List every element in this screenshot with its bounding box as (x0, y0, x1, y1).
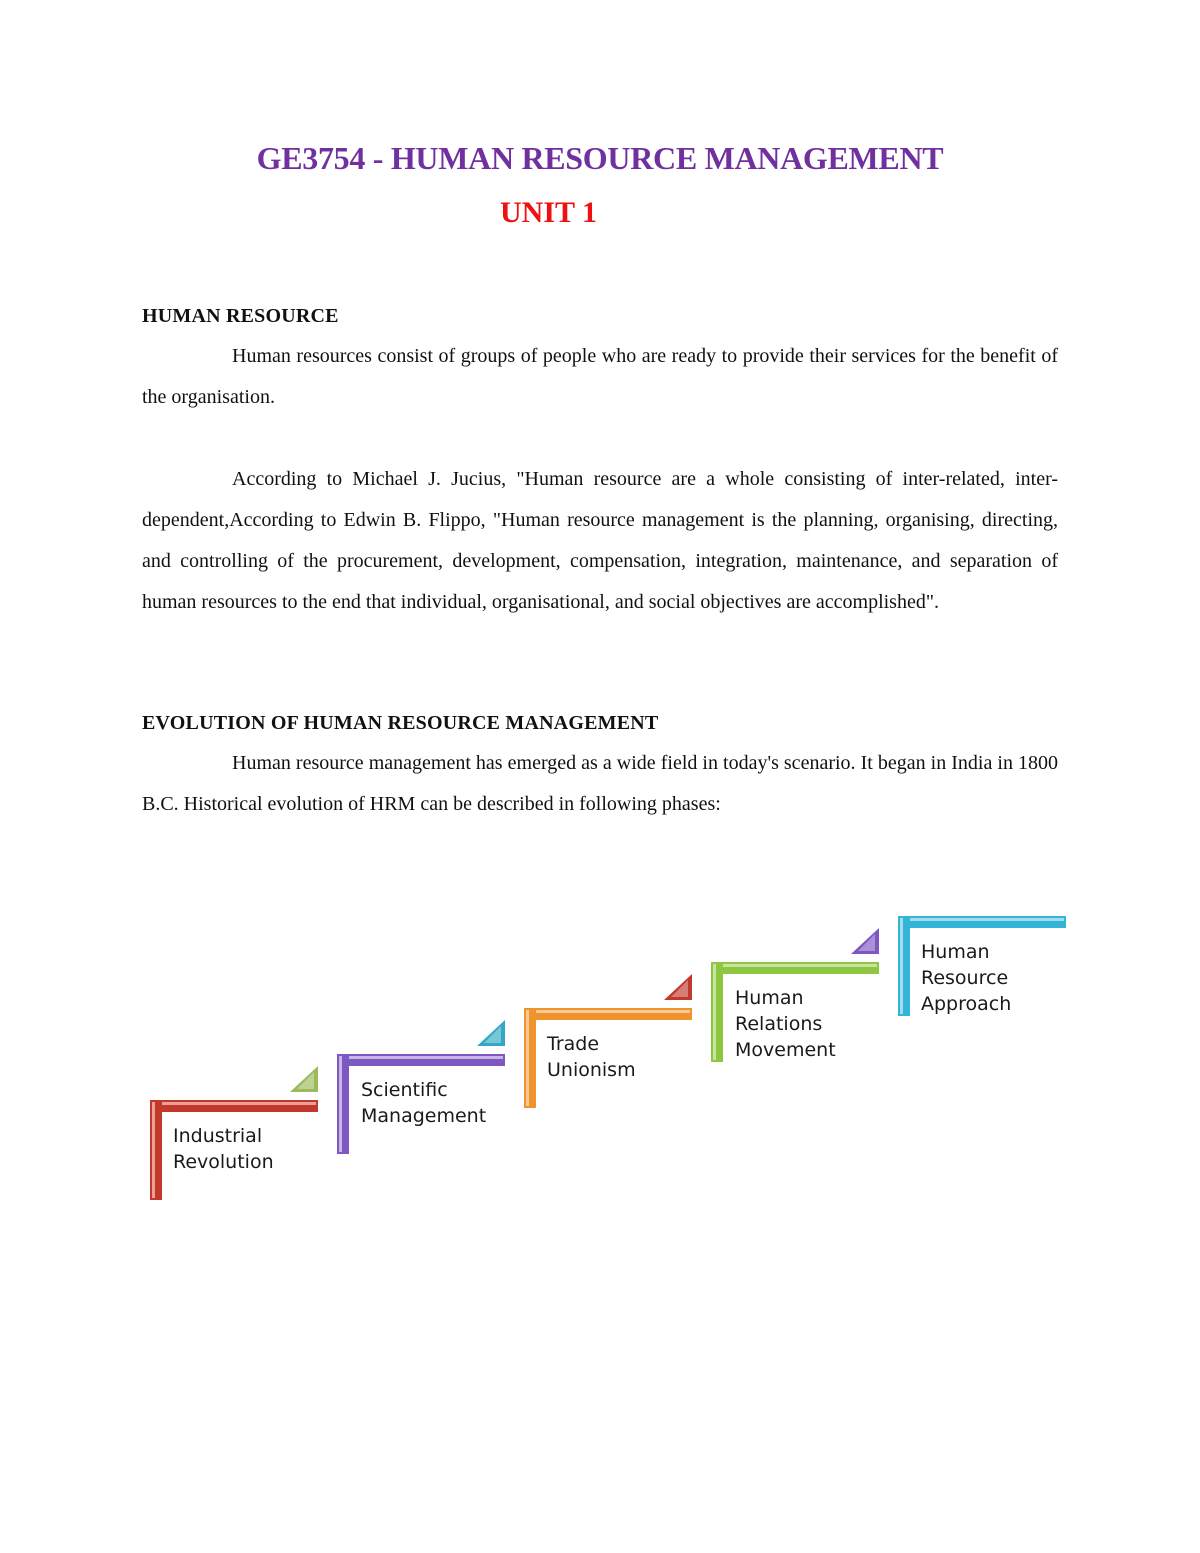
paragraph-hr-definition: Human resources consist of groups of people who are ready to provide their services for the benefit of the organisation. (142, 345, 1058, 408)
step-3-leg-highlight (526, 1010, 529, 1106)
step-2-leg-highlight (339, 1056, 342, 1152)
step-5-leg-highlight (900, 918, 903, 1014)
step-label-human-resource-approach (921, 939, 1011, 1017)
step-5-line-3: Approach (921, 993, 1012, 1015)
step-4-line-2: Relations (735, 1013, 823, 1035)
section-heading-human-resource: HUMAN RESOURCE (142, 305, 339, 327)
step-5-line-2: Resource (921, 967, 1009, 989)
step-3-top-highlight (526, 1010, 690, 1013)
step-2-leg (337, 1054, 349, 1154)
step-4-corner-arrow-shine (858, 934, 875, 951)
step-5-top-highlight (900, 918, 1064, 921)
step-4-line-1: Human (735, 987, 804, 1009)
step-5-leg (898, 916, 910, 1016)
paragraph-hr-quotes: According to Michael J. Jucius, "Human resource are a whole consisting of inter-related, inter-dependent,According to Edwin B. Flippo, "Human resource management is the planning, organising, directing, and controlling of the procurement, development, compensation, integration, maintenance, and separation of human resources to the end that individual, organisational, and social objectives are accomplished". (142, 468, 1058, 613)
step-2-top-bar (337, 1054, 505, 1066)
step-3-line-1: Trade (547, 1033, 600, 1055)
step-label-scientific-management (361, 1077, 486, 1129)
step-2-line-1: Scientific (361, 1079, 448, 1101)
step-2-top-highlight (339, 1056, 503, 1059)
step-4-line-3: Movement (735, 1039, 836, 1061)
step-4-top-bar (711, 962, 879, 974)
step-4-leg-highlight (713, 964, 716, 1060)
step-1-top-highlight (152, 1102, 316, 1105)
step-5-line-1: Human (921, 941, 990, 963)
step-3-corner-arrow-shine (671, 980, 688, 997)
step-3-leg (524, 1008, 536, 1108)
step-1-top-bar (150, 1100, 318, 1112)
paragraph-evolution-intro: Human resource management has emerged as a wide field in today's scenario. It began in India in 1800 B.C. Historical evolution of HRM can be described in following phases: (142, 752, 1058, 815)
step-1-line-1: Industrial (173, 1125, 263, 1147)
step-1-leg (150, 1100, 162, 1200)
step-5-top-bar (898, 916, 1066, 928)
step-3-top-bar (524, 1008, 692, 1020)
step-2-line-2: Management (361, 1105, 487, 1127)
step-label-trade-unionism (547, 1031, 636, 1083)
step-4-leg (711, 962, 723, 1062)
unit-title: UNIT 1 (500, 196, 597, 229)
step-3-line-2: Unionism (547, 1059, 636, 1081)
step-1-leg-highlight (152, 1102, 155, 1198)
document-title: GE3754 - HUMAN RESOURCE MANAGEMENT (256, 140, 944, 176)
step-1-line-2: Revolution (173, 1151, 274, 1173)
evolution-staircase-diagram (140, 905, 1080, 1215)
step-label-human-relations-movement (735, 985, 836, 1063)
section-heading-evolution: EVOLUTION OF HUMAN RESOURCE MANAGEMENT (142, 712, 659, 734)
step-label-industrial-revolution (173, 1123, 274, 1175)
step-4-top-highlight (713, 964, 877, 967)
